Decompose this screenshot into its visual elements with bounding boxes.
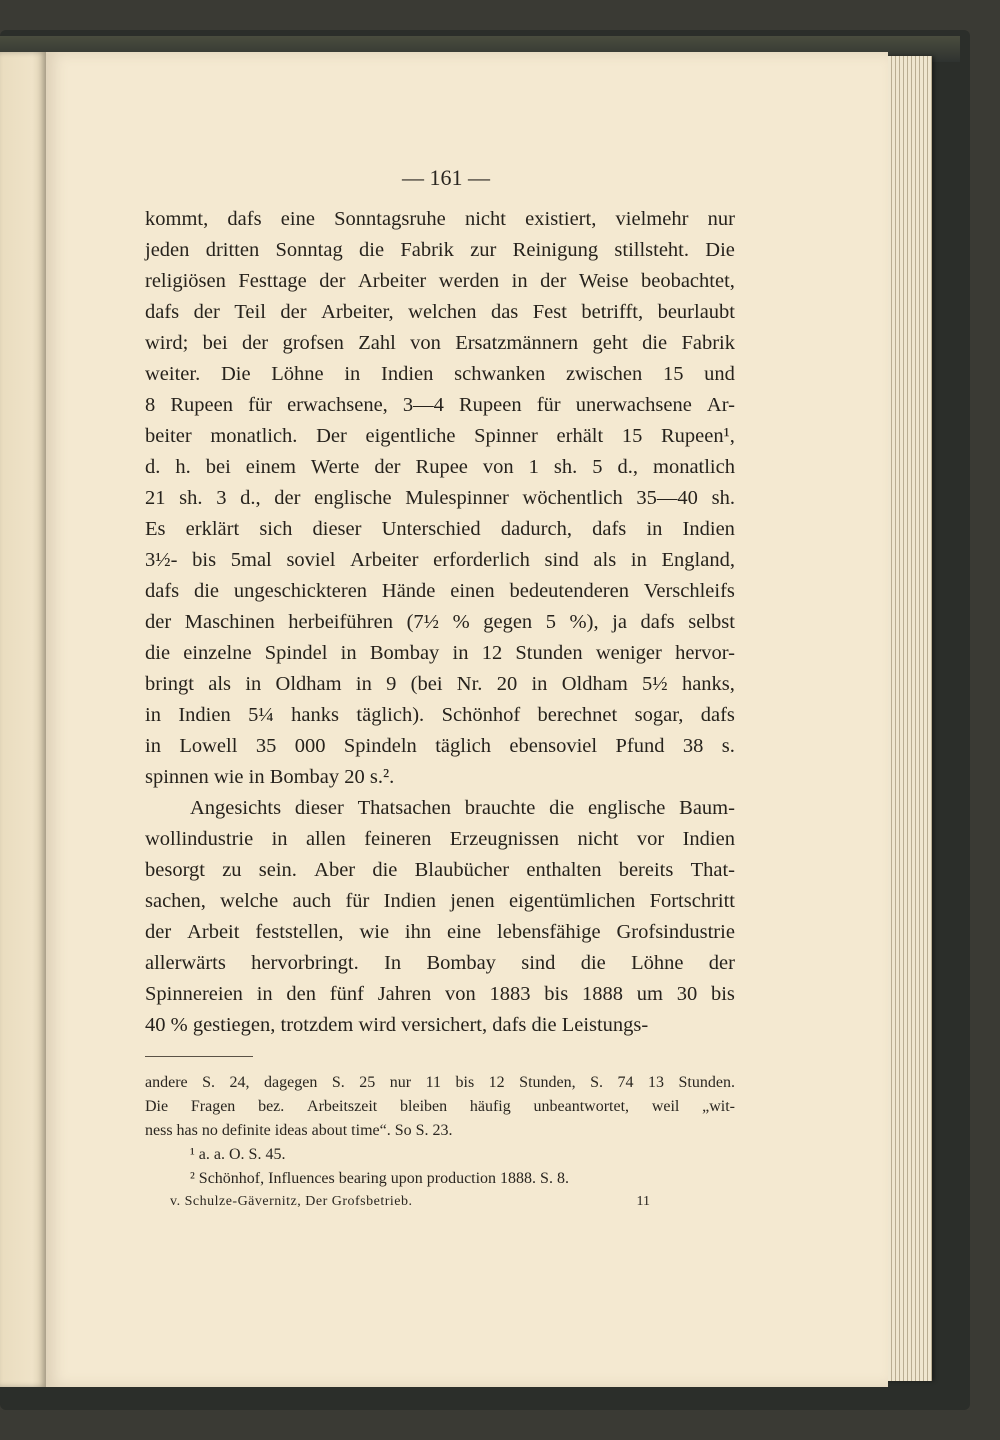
text-line: jeden dritten Sonntag die Fabrik zur Reinigung stillsteht. Die — [145, 239, 735, 261]
text-line: Es erklärt sich dieser Unterschied dadurch, dafs in Indien — [145, 518, 735, 540]
text-line: in Indien 5¼ hanks täglich). Schönhof berechnet sogar, dafs — [145, 704, 735, 726]
text-line: beiter monatlich. Der eigentliche Spinner erhält 15 Rupeen¹, — [145, 425, 735, 447]
text-line: Spinnereien in den fünf Jahren von 1883 bis 1888 um 30 bis — [145, 983, 735, 1005]
text-line: Angesichts dieser Thatsachen brauchte die englische Baum- — [190, 797, 735, 819]
text-line: wollindustrie in allen feineren Erzeugnissen nicht vor Indien — [145, 828, 735, 850]
footnote-line: ¹ a. a. O. S. 45. — [190, 1146, 286, 1163]
text-line: kommt, dafs eine Sonntagsruhe nicht existiert, vielmehr nur — [145, 208, 735, 230]
text-line: 21 sh. 3 d., der englische Mulespinner wöchentlich 35—40 sh. — [145, 487, 735, 509]
text-line: bringt als in Oldham in 9 (bei Nr. 20 in Oldham 5½ hanks, — [145, 673, 735, 695]
text-line: spinnen wie in Bombay 20 s.². — [145, 766, 395, 788]
text-line: religiösen Festtage der Arbeiter werden in der Weise beobachtet, — [145, 270, 735, 292]
signature-title: v. Schulze-Gävernitz, Der Grofsbetrieb. — [170, 1194, 413, 1209]
text-line: allerwärts hervorbringt. In Bombay sind die Löhne der — [145, 952, 735, 974]
text-line: wird; bei der grofsen Zahl von Ersatzmännern geht die Fabrik — [145, 332, 735, 354]
page-number: — 161 — — [402, 165, 490, 190]
text-line: besorgt zu sein. Aber die Blaubücher enthalten bereits That- — [145, 859, 735, 881]
text-line: der Arbeit feststellen, wie ihn eine lebensfähige Grofsindustrie — [145, 921, 735, 943]
footnote-line: ² Schönhof, Influences bearing upon production 1888. S. 8. — [190, 1170, 569, 1187]
book-page — [46, 52, 888, 1387]
text-line: d. h. bei einem Werte der Rupee von 1 sh. 5 d., monatlich — [145, 456, 735, 478]
signature-number: 11 — [636, 1194, 650, 1209]
text-line: dafs der Teil der Arbeiter, welchen das Fest betrifft, beurlaubt — [145, 301, 735, 323]
previous-page-edge — [0, 52, 46, 1387]
text-line: in Lowell 35 000 Spindeln täglich ebensoviel Pfund 38 s. — [145, 735, 735, 757]
text-line: 3½- bis 5mal soviel Arbeiter erforderlich sind als in England, — [145, 549, 735, 571]
text-line: 8 Rupeen für erwachsene, 3—4 Rupeen für unerwachsene Ar- — [145, 394, 735, 416]
text-line: die einzelne Spindel in Bombay in 12 Stunden weniger hervor- — [145, 642, 735, 664]
text-line: der Maschinen herbeiführen (7½ % gegen 5 %), ja dafs selbst — [145, 611, 735, 633]
footnotes — [145, 1071, 735, 1191]
printer-signature — [170, 1194, 650, 1210]
footnote-rule — [145, 1056, 253, 1057]
footnote-line: ness has no definite ideas about time“. So S. 23. — [145, 1122, 453, 1139]
text-line: dafs die ungeschickteren Hände einen bedeutenderen Verschleifs — [145, 580, 735, 602]
text-line: 40 % gestiegen, trotzdem wird versichert, dafs die Leistungs- — [145, 1014, 649, 1036]
text-line: sachen, welche auch für Indien jenen eigentümlichen Fortschritt — [145, 890, 735, 912]
body-text — [145, 204, 735, 1041]
page-stack-edges — [884, 56, 932, 1381]
text-line: weiter. Die Löhne in Indien schwanken zwischen 15 und — [145, 363, 735, 385]
footnote-line: andere S. 24, dagegen S. 25 nur 11 bis 12 Stunden, S. 74 13 Stunden. — [145, 1074, 735, 1091]
footnote-line: Die Fragen bez. Arbeitszeit bleiben häufig unbeantwortet, weil „wit- — [145, 1098, 735, 1115]
